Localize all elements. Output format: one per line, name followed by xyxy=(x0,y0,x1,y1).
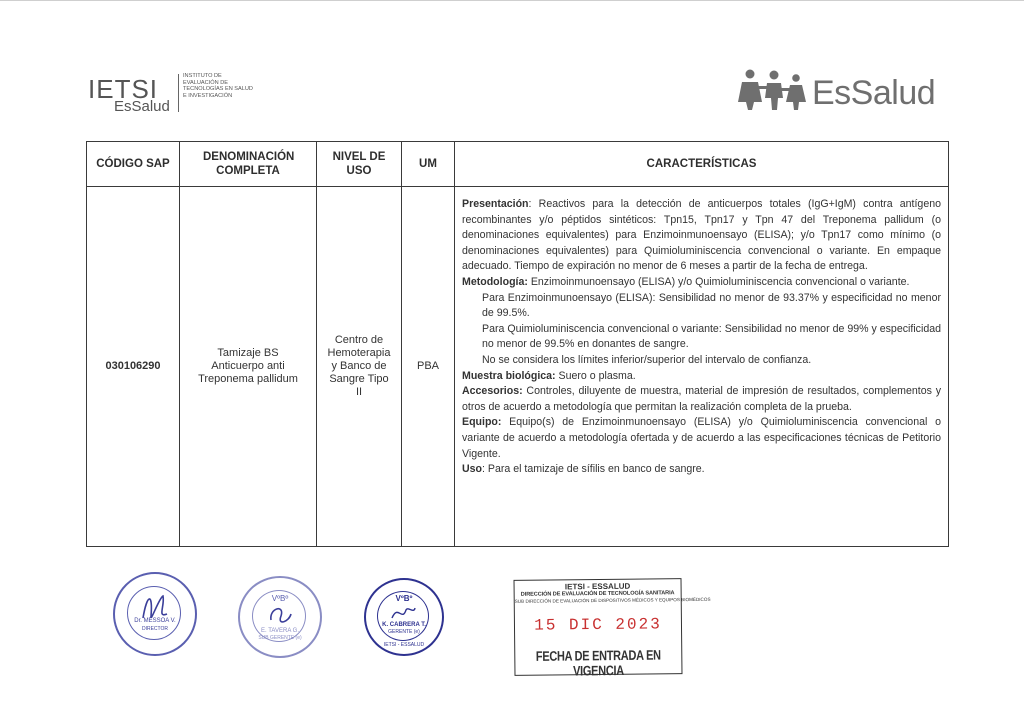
gerente-seal-vobo: VºBº xyxy=(395,594,413,603)
ietsi-logo xyxy=(88,72,253,116)
stamp-institution: IETSI - ESSALUD xyxy=(564,581,631,592)
accesorios-label: Accesorios: xyxy=(462,385,523,398)
accesorios-paragraph xyxy=(462,384,941,415)
codigo-sap-cell: 030106290 xyxy=(87,187,180,547)
header-caracteristicas: CARACTERÍSTICAS xyxy=(455,142,949,187)
equipo-label: Equipo: xyxy=(462,416,502,429)
subgerente-seal-name: E. TAVERA G. xyxy=(260,628,299,634)
ietsi-logo-tagline: INSTITUTO DE EVALUACIÓN DE TECNOLOGÍAS EN SALUD E INVESTIGACIÓN xyxy=(183,73,253,99)
metodologia-quimio: Para Quimioluminiscencia convencional o variante: Sensibilidad no menor de 99% y especificidad no menor de 99.5% en donantes de sangre. xyxy=(482,322,941,351)
denominacion-text: Tamizaje BS Anticuerpo anti Treponema pallidum xyxy=(198,347,298,385)
ietsi-logo-sub: EsSalud xyxy=(114,98,170,115)
header-nivel-uso xyxy=(317,142,402,187)
table-header-row xyxy=(87,142,949,187)
nivel-uso-cell xyxy=(317,187,402,547)
stamp-subdirection: SUB DIRECCIÓN DE EVALUACIÓN DE DISPOSITIVOS MÉDICOS Y EQUIPOS BIOMÉDICOS xyxy=(514,596,711,604)
header-denominacion-label: DENOMINACIÓN COMPLETA xyxy=(203,151,295,177)
page-edge xyxy=(0,0,1024,1)
presentacion-paragraph xyxy=(462,197,941,275)
uso-paragraph xyxy=(462,462,941,478)
metodologia-label: Metodología: xyxy=(462,275,528,288)
family-icon xyxy=(738,68,810,112)
table-row xyxy=(87,187,949,547)
subgerente-signature-icon xyxy=(265,600,295,630)
metodologia-paragraph xyxy=(462,275,941,291)
ietsi-logo-divider xyxy=(178,74,179,112)
gerente-seal xyxy=(364,578,444,656)
um-cell: PBA xyxy=(402,187,455,547)
director-seal-name: Dr. MESSOA V. xyxy=(134,618,176,624)
stamp-footer: FECHA DE ENTRADA EN VIGENCIA xyxy=(535,648,661,680)
metodologia-nota: No se considera los límites inferior/superior del intervalo de confianza. xyxy=(482,353,812,366)
essalud-logo xyxy=(738,68,944,112)
gerente-seal-name: K. CABRERA T. xyxy=(382,622,426,628)
muestra-paragraph xyxy=(462,369,941,385)
gerente-seal-institution: IETSI - ESSALUD xyxy=(383,642,425,648)
presentacion-text: : Reactivos para la detección de anticuerpos totales (IgG+IgM) contra antígeno recombinantes y/o péptidos sintéticos: Tpn15, Tpn17 y Tpn 47 del Treponema pallidum (o denominaciones equivalentes) para Enzimoinmunoensayo (ELISA); y/o Tpn17 como mínimo (o denominaciones equivalentes) para Quimioluminiscencia convencional o variante. En empaque adecuado. Tiempo de expiración no menor de 6 meses a partir de la fecha de entrega. xyxy=(462,198,941,273)
equipo-text: Equipo(s) de Enzimoinmunoensayo (ELISA) y/o Quimioluminiscencia convencional o variante de acuerdo a metodología ofertada y de acuerdo a las especificaciones técnicas de Petitorio Vigente. xyxy=(462,416,941,460)
director-seal-role: DIRECTOR xyxy=(141,626,169,632)
subgerente-seal xyxy=(238,576,322,658)
gerente-signature-icon xyxy=(388,602,418,624)
validity-stamp xyxy=(514,578,711,680)
stamp-direction: DIRECCIÓN DE EVALUACIÓN DE TECNOLOGÍA SANITARIA xyxy=(520,590,675,598)
denominacion-cell xyxy=(180,187,317,547)
specification-table xyxy=(86,141,949,547)
ietsi-logo-word: IETSI xyxy=(88,74,159,104)
accesorios-text: Controles, diluyente de muestra, material de impresión de resultados, complementos y otros de acuerdo a metodología que permitan la realización completa de la prueba. xyxy=(462,385,941,413)
presentacion-label: Presentación xyxy=(462,198,529,210)
muestra-text: Suero o plasma. xyxy=(555,369,636,382)
subgerente-seal-role: SUB GERENTE (e) xyxy=(258,635,302,641)
gerente-seal-role: GERENTE (e) xyxy=(388,629,420,635)
metodologia-text: Enzimoinmunoensayo (ELISA) y/o Quimioluminiscencia convencional o variante. xyxy=(527,275,910,288)
subgerente-seal-vobo: VºBº xyxy=(271,594,289,603)
header-um: UM xyxy=(402,142,455,187)
uso-label: Uso xyxy=(462,463,483,476)
uso-text: : Para el tamizaje de sífilis en banco de sangre. xyxy=(482,463,705,476)
header-nivel-uso-label: NIVEL DE USO xyxy=(332,151,386,177)
header-codigo-sap: CÓDIGO SAP xyxy=(87,142,180,187)
header-denominacion xyxy=(180,142,317,187)
equipo-paragraph xyxy=(462,415,941,462)
stamp-date: 15 DIC 2023 xyxy=(534,615,662,635)
essalud-logo-word: EsSalud xyxy=(812,74,936,112)
caracteristicas-cell xyxy=(455,187,949,547)
director-seal xyxy=(113,572,197,656)
metodologia-elisa: Para Enzimoinmunoensayo (ELISA): Sensibilidad no menor de 93.37% y especificidad no menor de 99.5%. xyxy=(482,291,941,320)
nivel-uso-text: Centro de Hemoterapia y Banco de Sangre Tipo II xyxy=(327,334,391,398)
muestra-label: Muestra biológica: xyxy=(462,369,556,382)
